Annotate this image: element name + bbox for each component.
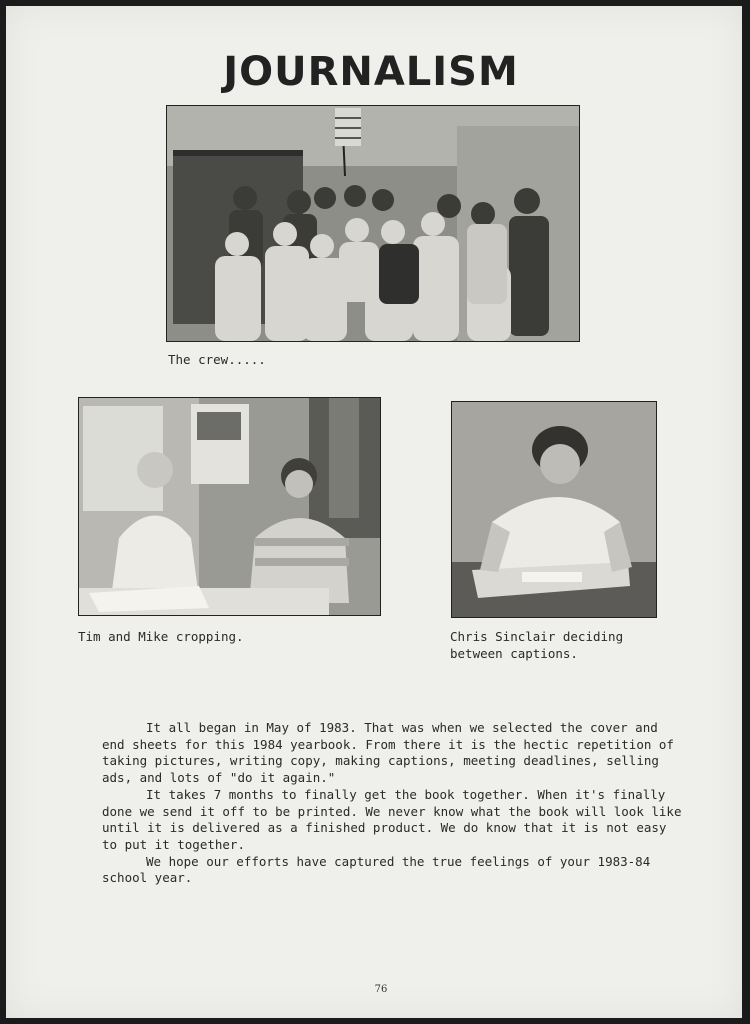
page-title: JOURNALISM xyxy=(223,49,519,95)
crew-caption: The crew..... xyxy=(168,352,266,367)
cropping-photo xyxy=(78,397,381,616)
article-paragraph: It all began in May of 1983. That was when we selected the cover and end sheets for this 1984 yearbook. From there it is the hectic repetition of taking pictures, writing copy, making captions, meeting deadlines, selling ads, and lots of "do it again." xyxy=(102,720,674,786)
yearbook-page xyxy=(6,6,742,1018)
article-paragraph: It takes 7 months to finally get the book together. When it's finally done we send it off to be printed. We never know what the book will look like until it is delivered as a finished product. We do know that it is not easy to put it together. xyxy=(102,786,682,852)
page-number: 76 xyxy=(374,984,388,995)
crew-photo xyxy=(166,105,580,342)
article-body xyxy=(102,720,682,887)
chris-photo-image xyxy=(452,402,656,617)
crew-photo-image xyxy=(167,106,579,341)
chris-caption: Chris Sinclair deciding between captions. xyxy=(450,629,624,661)
cropping-photo-image xyxy=(79,398,380,615)
cropping-caption: Tim and Mike cropping. xyxy=(78,629,244,644)
chris-photo xyxy=(451,401,657,618)
article-paragraph: We hope our efforts have captured the true feelings of your 1983-84 school year. xyxy=(102,853,651,886)
